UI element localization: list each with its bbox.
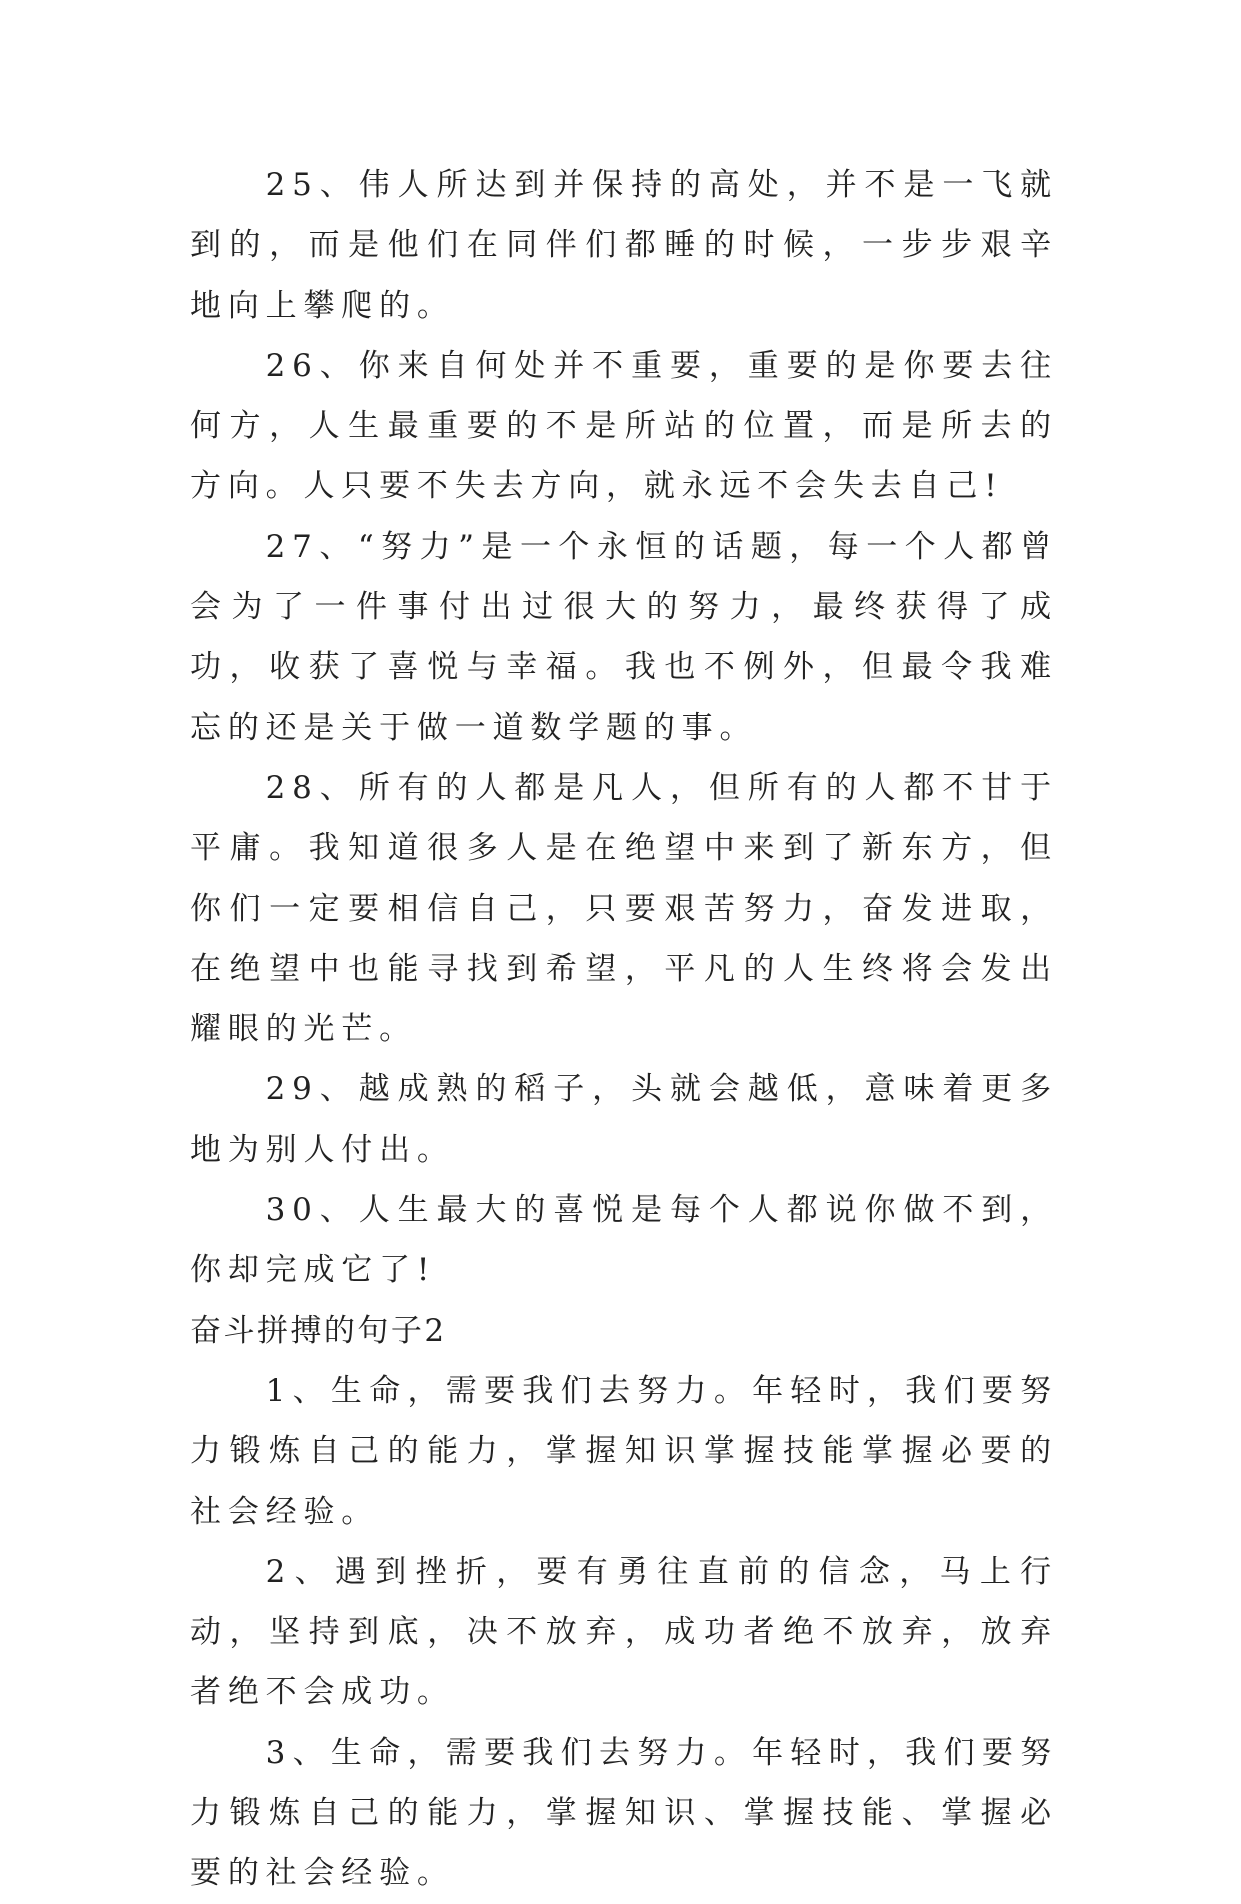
- paragraph-1: 1、生命，需要我们去努力。年轻时，我们要努力锻炼自己的能力，掌握知识掌握技能掌握必要的社会经验。: [190, 1372, 1058, 1530]
- paragraph-30: 30、人生最大的喜悦是每个人都说你做不到，你却完成它了!: [190, 1192, 1058, 1289]
- paragraph-28: 28、所有的人都是凡人，但所有的人都不甘于平庸。我知道很多人是在绝望中来到了新东方，但你们一定要相信自己，只要艰苦努力，奋发进取，在绝望中也能寻找到希望，平凡的人生终将会发出耀眼的光芒。: [190, 769, 1058, 1048]
- paragraph-29: 29、越成熟的稻子，头就会越低，意味着更多地为别人付出。: [190, 1071, 1058, 1168]
- section-heading: 奋斗拼搏的句子2: [190, 1312, 447, 1349]
- document-body: [190, 155, 1058, 1904]
- paragraph-25: 25、伟人所达到并保持的高处，并不是一飞就到的，而是他们在同伴们都睡的时候，一步步艰辛地向上攀爬的。: [190, 167, 1058, 324]
- paragraph-2: 2、遇到挫折，要有勇往直前的信念，马上行动，坚持到底，决不放弃，成功者绝不放弃，放弃者绝不会成功。: [190, 1553, 1058, 1711]
- paragraph-27: 27、“努力”是一个永恒的话题，每一个人都曾会为了一件事付出过很大的努力，最终获得了成功，收获了喜悦与幸福。我也不例外，但最令我难忘的还是关于做一道数学题的事。: [190, 528, 1058, 746]
- paragraph-3: 3、生命，需要我们去努力。年轻时，我们要努力锻炼自己的能力，掌握知识、掌握技能、掌握必要的社会经验。: [190, 1734, 1058, 1892]
- paragraph-26: 26、你来自何处并不重要，重要的是你要去往何方，人生最重要的不是所站的位置，而是所去的方向。人只要不失去方向，就永远不会失去自己!: [190, 347, 1058, 505]
